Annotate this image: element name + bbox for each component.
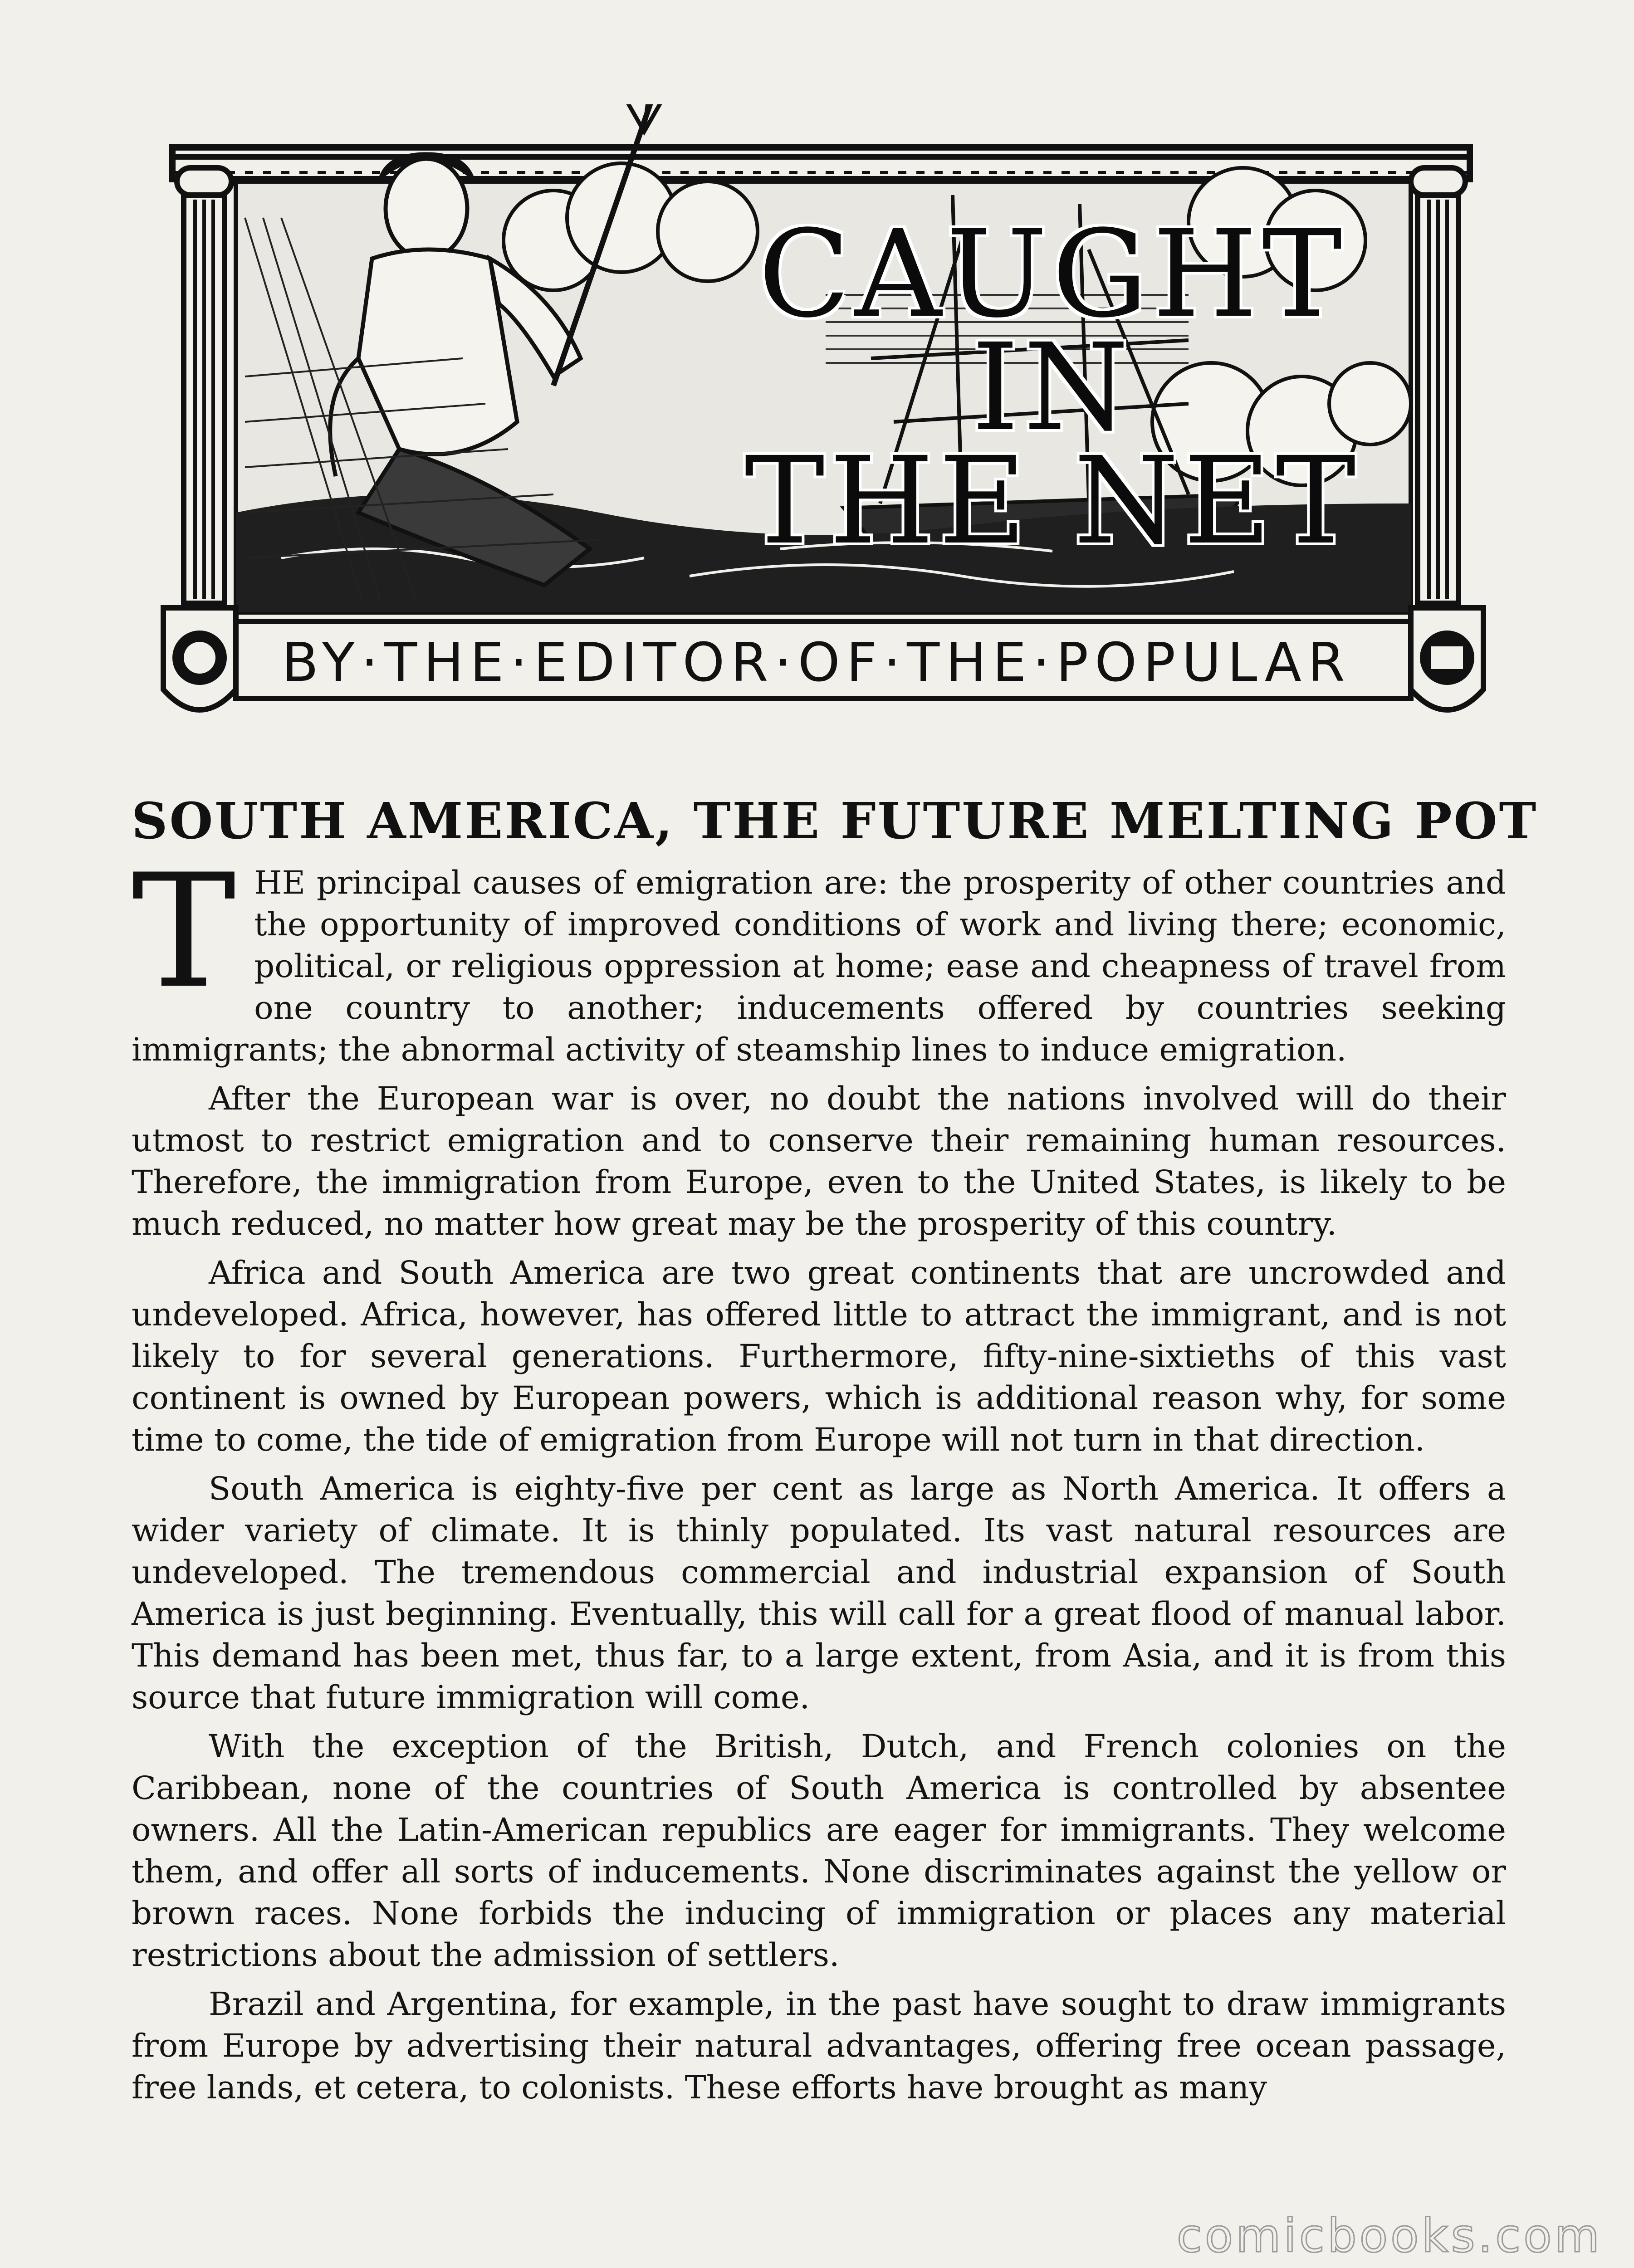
banner-title-line2: THE NET: [744, 431, 1360, 571]
article-paragraph: [132, 841, 1506, 1070]
article-paragraph: Africa and South America are two great continents that are uncrowded and undeveloped. Africa, however, has offered little to attract the immigrant, and is not likely to for several generations. Furthermore, fifty-nine-sixtieths of this vast continent is owned by European powers, which is additional reason why, for some time to come, the tide of emigration from Europe will not turn in that direction.: [132, 1254, 1506, 1458]
article-paragraph: Brazil and Argentina, for example, in the past have sought to draw immigrants from Europe by advertising their natural advantages, offering free ocean passage, free lands, et cetera, to colonists. These efforts have brought as many: [132, 1985, 1506, 2106]
banner-byline: BY·THE·EDITOR·OF·THE·POPULAR: [282, 631, 1351, 694]
drop-cap: T: [132, 841, 236, 1023]
article-body: [132, 841, 1506, 2116]
article-paragraph: South America is eighty-five per cent as large as North America. It offers a wider variety of climate. It is thinly populated. Its vast natural resources are undeveloped. The tremendous commercial and industrial expansion of South America is just beginning. Eventually, this will call for a great flood of manual labor. This demand has been met, thus far, to a large extent, from Asia, and it is from this source that future immigration will come.: [132, 1470, 1506, 1716]
watermark: comicbooks.com: [1176, 2209, 1602, 2263]
paragraph-text: HE principal causes of emigration are: the prosperity of other countries and the opportunity of improved conditions of work and living there; economic, political, or religious oppression at home; ease and cheapness of travel from one country to another; inducements offered by countries seeking immigrants; the abnormal activity of steamship lines to induce emigration.: [132, 864, 1506, 1068]
header-banner: [145, 104, 1497, 739]
banner-title-line1: CAUGHT IN: [758, 205, 1347, 458]
banner-title: [667, 205, 1438, 571]
article-heading: SOUTH AMERICA, THE FUTURE MELTING POT: [132, 792, 1538, 850]
article-paragraph: With the exception of the British, Dutch, and French colonies on the Caribbean, none of the countries of South America is controlled by absentee owners. All the Latin-American republics are eager for immigrants. They welcome them, and offer all sorts of inducements. None discriminates against the yellow or brown races. None forbids the inducing of immigration or places any material restrictions about the admission of settlers.: [132, 1728, 1506, 1974]
article-paragraph: After the European war is over, no doubt the nations involved will do their utmost to restrict emigration and to conserve their remaining human resources. Therefore, the immigration from Europe, even to the United States, is likely to be much reduced, no matter how great may be the prosperity of this country.: [132, 1080, 1506, 1242]
